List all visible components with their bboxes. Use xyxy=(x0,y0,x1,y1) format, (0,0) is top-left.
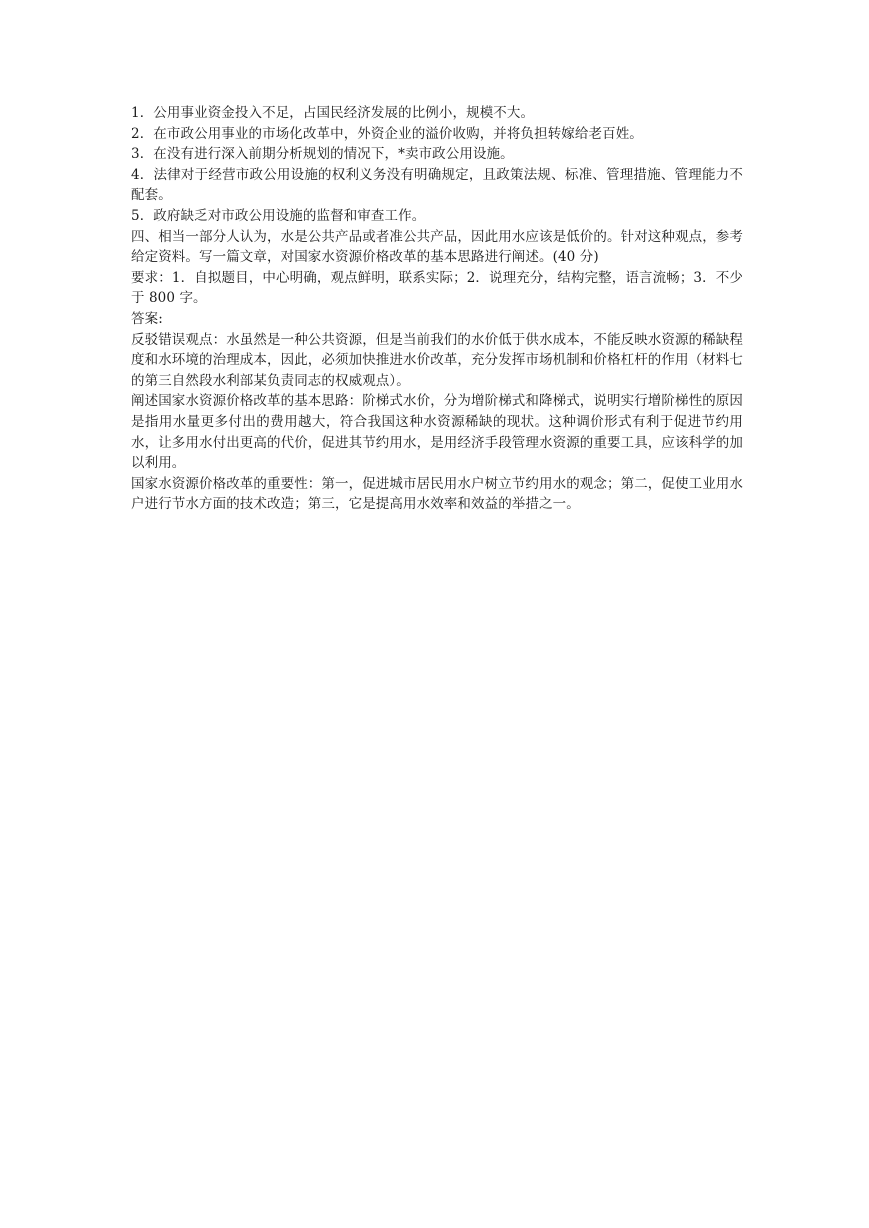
answer-heading: 答案: xyxy=(131,310,163,327)
answer-rebuttal: 反驳错误观点：水虽然是一种公共资源，但是当前我们的水价低于供水成本，不能反映水资源的稀缺程度和水环境的治理成本，因此，必须加快推进水价改革，充分发挥市场机制和价格杠杆的作用（材料七的第三自然段水利部某负责同志的权威观点）。 xyxy=(131,331,743,389)
list-item-5: 5．政府缺乏对市政公用设施的监督和审查工作。 xyxy=(131,207,426,224)
question-four: 四、相当一部分人认为，水是公共产品或者准公共产品，因此用水应该是低价的。针对这种观点，参考给定资料。写一篇文章，对国家水资源价格改革的基本思路进行阐述。(40 分) xyxy=(131,228,743,266)
answer-importance: 国家水资源价格改革的重要性：第一，促进城市居民用水户树立节约用水的观念；第二，促使工业用水户进行节水方面的技术改造；第三，它是提高用水效率和效益的举措之一。 xyxy=(131,475,743,513)
list-item-2: 2．在市政公用事业的市场化改革中，外资企业的溢价收购，并将负担转嫁给老百姓。 xyxy=(131,125,643,142)
document-body xyxy=(131,103,743,515)
answer-reform-approach: 阐述国家水资源价格改革的基本思路：阶梯式水价，分为增阶梯式和降梯式，说明实行增阶梯性的原因是指用水量更多付出的费用越大，符合我国这种水资源稀缺的现状。这种调价形式有利于促进节约用水，让多用水付出更高的代价，促进其节约用水，是用经济手段管理水资源的重要工具，应该科学的加以利用。 xyxy=(131,393,743,472)
list-item-1: 1．公用事业资金投入不足，占国民经济发展的比例小，规模不大。 xyxy=(131,105,535,121)
list-item-4: 4．法律对于经营市政公用设施的权利义务没有明确规定，且政策法规、标准、管理措施、管理能力不配套。 xyxy=(131,166,743,204)
list-item-3: 3．在没有进行深入前期分析规划的情况下，*卖市政公用设施。 xyxy=(131,146,514,163)
question-requirements: 要求：1．自拟题目，中心明确，观点鲜明，联系实际；2．说理充分，结构完整，语言流畅；3．不少于 800 字。 xyxy=(131,269,743,307)
